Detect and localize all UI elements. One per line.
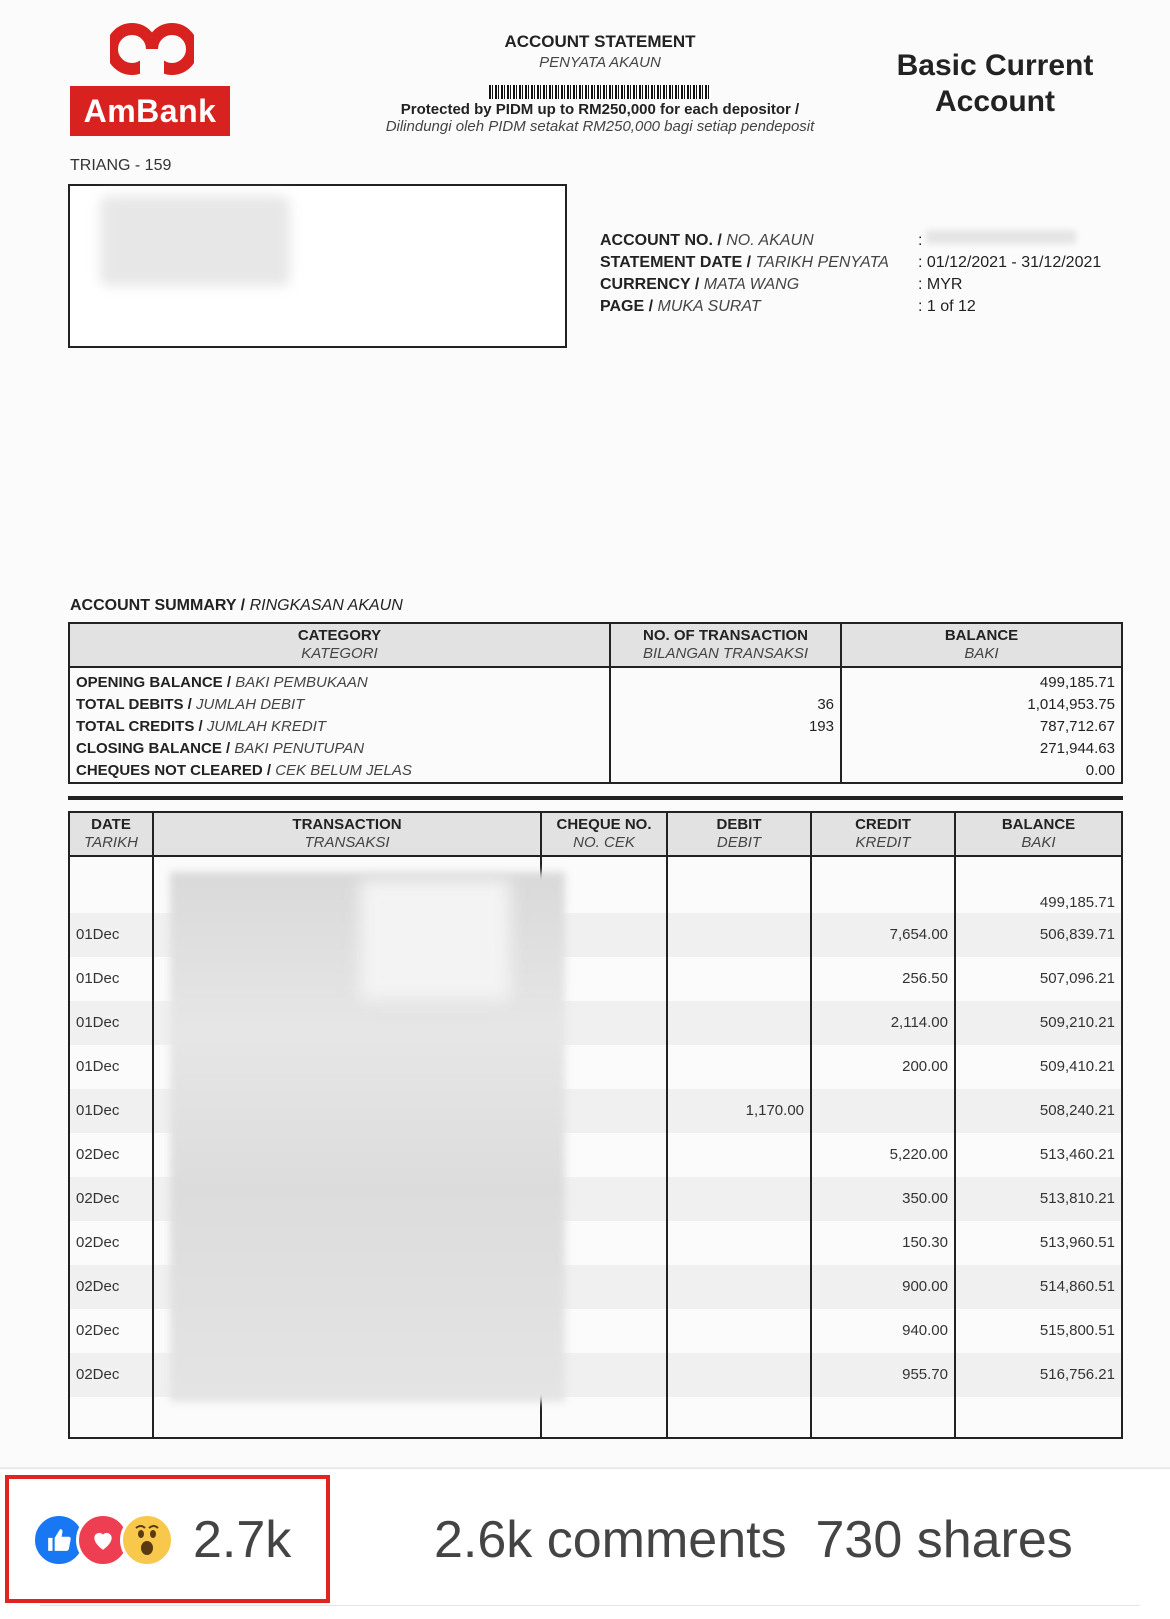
summary-balance: 499,185.71 (841, 667, 1122, 694)
pidm-notice-ms: Dilindungi oleh PIDM setakat RM250,000 bagi setiap pendeposit (385, 118, 815, 135)
transactions-table: DATE TARIKH TRANSACTION TRANSAKSI CHEQUE NO. NO. CEK DEBIT DEBIT CREDIT KREDIT BALANCE BAKI 499,185.71 01Dec 7,654.00 506,839.71 01Dec 256.50 507,096.21 01Dec 2,114.00 509,210.21 01Dec 200.00 509,410.21 01Dec 1,170.00 508,240.21 02Dec 5,220.00 513,460.21 02Dec 350.00 513,810.21 02Dec 150.30 513,960.51 02Dec 900.00 514,860.51 02Dec 940.00 515,800.51 02Dec 955.70 516,756.21 (68, 811, 1123, 1439)
summary-row (69, 760, 1122, 783)
txn-date: 01Dec (69, 1089, 153, 1133)
txn-debit: 1,170.00 (667, 1089, 811, 1133)
txn-balance: 506,839.71 (955, 913, 1122, 957)
statement-date-row (600, 252, 1101, 274)
summary-header-count: NO. OF TRANSACTION (643, 627, 808, 644)
txn-header-credit: CREDIT (855, 816, 911, 833)
footer-divider (40, 1605, 1140, 1606)
txn-credit: 350.00 (811, 1177, 955, 1221)
summary-label: TOTAL CREDITS / JUMLAH KREDIT (69, 716, 610, 738)
summary-header-category: CATEGORY (297, 627, 382, 644)
txn-date: 02Dec (69, 1265, 153, 1309)
txn-credit: 7,654.00 (811, 913, 955, 957)
summary-count: 193 (610, 716, 841, 738)
summary-count (610, 760, 841, 783)
txn-debit (667, 1133, 811, 1177)
txn-opening-balance: 499,185.71 (955, 856, 1122, 913)
page-label: PAGE / (600, 298, 654, 315)
txn-debit (667, 1353, 811, 1397)
txn-balance: 508,240.21 (955, 1089, 1122, 1133)
txn-debit (667, 1265, 811, 1309)
txn-balance: 515,800.51 (955, 1309, 1122, 1353)
page-row (600, 296, 1101, 318)
txn-balance: 513,810.21 (955, 1177, 1122, 1221)
txn-debit (667, 913, 811, 957)
summary-row (69, 716, 1122, 738)
txn-date: 01Dec (69, 1045, 153, 1089)
txn-header-date: DATE (91, 816, 131, 833)
pidm-notice: Protected by PIDM up to RM250,000 for each depositor / (400, 101, 800, 118)
txn-header-balance: BALANCE (1001, 816, 1076, 833)
statement-header (340, 32, 860, 135)
txn-debit (667, 1001, 811, 1045)
txn-header-transaction: TRANSACTION (292, 816, 402, 833)
account-info (600, 230, 1101, 318)
txn-credit: 150.30 (811, 1221, 955, 1265)
section-divider (68, 796, 1123, 800)
txn-date: 02Dec (69, 1221, 153, 1265)
page-label-ms: MUKA SURAT (657, 298, 761, 315)
txn-header-cheque: CHEQUE NO. (556, 816, 652, 833)
ambank-logo-icon (110, 22, 194, 76)
summary-balance: 271,944.63 (841, 738, 1122, 760)
redacted-address (100, 196, 290, 286)
txn-date: 01Dec (69, 913, 153, 957)
txn-credit: 900.00 (811, 1265, 955, 1309)
ambank-logo-text: AmBank (70, 86, 230, 136)
txn-credit: 940.00 (811, 1309, 955, 1353)
txn-credit: 256.50 (811, 957, 955, 1001)
summary-row (69, 694, 1122, 716)
statement-title-ms: PENYATA AKAUN (539, 54, 661, 71)
txn-balance: 507,096.21 (955, 957, 1122, 1001)
summary-balance: 1,014,953.75 (841, 694, 1122, 716)
txn-date: 02Dec (69, 1133, 153, 1177)
redacted-transaction-details-highlight (360, 880, 510, 1000)
txn-debit (667, 1045, 811, 1089)
summary-label: CLOSING BALANCE / BAKI PENUTUPAN (69, 738, 610, 760)
txn-balance: 514,860.51 (955, 1265, 1122, 1309)
txn-credit: 5,220.00 (811, 1133, 955, 1177)
txn-date: 02Dec (69, 1309, 153, 1353)
txn-balance: 513,460.21 (955, 1133, 1122, 1177)
txn-credit: 955.70 (811, 1353, 955, 1397)
statement-title: ACCOUNT STATEMENT (504, 32, 696, 51)
statement-date-label: STATEMENT DATE / (600, 254, 752, 271)
txn-debit (667, 1309, 811, 1353)
currency-row (600, 274, 1101, 296)
post-divider (0, 1467, 1170, 1469)
reaction-icons[interactable] (32, 1515, 164, 1565)
summary-title-ms: RINGKASAN AKAUN (249, 597, 403, 614)
txn-header-debit: DEBIT (716, 816, 762, 833)
txn-credit (811, 1089, 955, 1133)
summary-header-balance: BALANCE (944, 627, 1019, 644)
redacted-account-no (926, 230, 1076, 244)
comments-count[interactable]: 2.6k comments (434, 1511, 787, 1569)
summary-label: CHEQUES NOT CLEARED / CEK BELUM JELAS (69, 760, 610, 783)
statement-date-value: : 01/12/2021 - 31/12/2021 (918, 254, 1102, 271)
reactions-count[interactable]: 2.7k (193, 1511, 292, 1569)
page-value: : 1 of 12 (918, 298, 976, 315)
txn-date: 02Dec (69, 1177, 153, 1221)
summary-title: ACCOUNT SUMMARY / RINGKASAN AKAUN (70, 597, 403, 614)
currency-value: : MYR (918, 276, 963, 293)
account-type-line1: Basic Current (896, 49, 1094, 82)
txn-debit (667, 957, 811, 1001)
branch-code: TRIANG - 159 (70, 157, 172, 174)
summary-count (610, 738, 841, 760)
txn-credit: 2,114.00 (811, 1001, 955, 1045)
summary-balance: 0.00 (841, 760, 1122, 783)
account-type-line2: Account (935, 85, 1055, 118)
summary-row (69, 667, 1122, 694)
txn-balance: 509,210.21 (955, 1001, 1122, 1045)
account-type (880, 48, 1110, 120)
summary-label: OPENING BALANCE / BAKI PEMBUKAAN (69, 667, 610, 694)
currency-label-ms: MATA WANG (703, 276, 800, 293)
post-stats (434, 1510, 1073, 1570)
txn-debit (667, 1177, 811, 1221)
txn-debit (667, 1221, 811, 1265)
statement-date-label-ms: TARIKH PENYATA (755, 254, 889, 271)
account-no-label-ms: NO. AKAUN (726, 232, 814, 249)
account-no-row (600, 230, 1101, 252)
txn-date: 01Dec (69, 957, 153, 1001)
shares-count[interactable]: 730 shares (815, 1511, 1073, 1569)
wow-icon (120, 1513, 174, 1567)
barcode (489, 85, 711, 99)
currency-label: CURRENCY / (600, 276, 700, 293)
txn-balance: 509,410.21 (955, 1045, 1122, 1089)
summary-count: 36 (610, 694, 841, 716)
account-no-label: ACCOUNT NO. / (600, 232, 722, 249)
table-end-row (69, 1397, 1122, 1438)
txn-balance: 516,756.21 (955, 1353, 1122, 1397)
summary-row (69, 738, 1122, 760)
txn-balance: 513,960.51 (955, 1221, 1122, 1265)
txn-date: 02Dec (69, 1353, 153, 1397)
txn-date: 01Dec (69, 1001, 153, 1045)
address-box (68, 184, 567, 348)
summary-label: TOTAL DEBITS / JUMLAH DEBIT (69, 694, 610, 716)
txn-credit: 200.00 (811, 1045, 955, 1089)
summary-count (610, 667, 841, 694)
account-no-value: : (918, 232, 923, 249)
summary-balance: 787,712.67 (841, 716, 1122, 738)
account-summary-table: CATEGORY KATEGORI NO. OF TRANSACTION BILANGAN TRANSAKSI BALANCE BAKI OPENING BALANCE / BAKI PEMBUKAAN 499,185.71 TOTAL DEBITS / JUMLAH DEBIT 36 1,014,953.75 TOTAL CREDITS / JUMLAH KREDIT 193 787,712.67 CLOSING BALANCE / BAKI PENUTUPAN 271,944.63 CHEQUES NOT CLEARED / CEK BELUM JELAS 0.00 (68, 622, 1123, 784)
